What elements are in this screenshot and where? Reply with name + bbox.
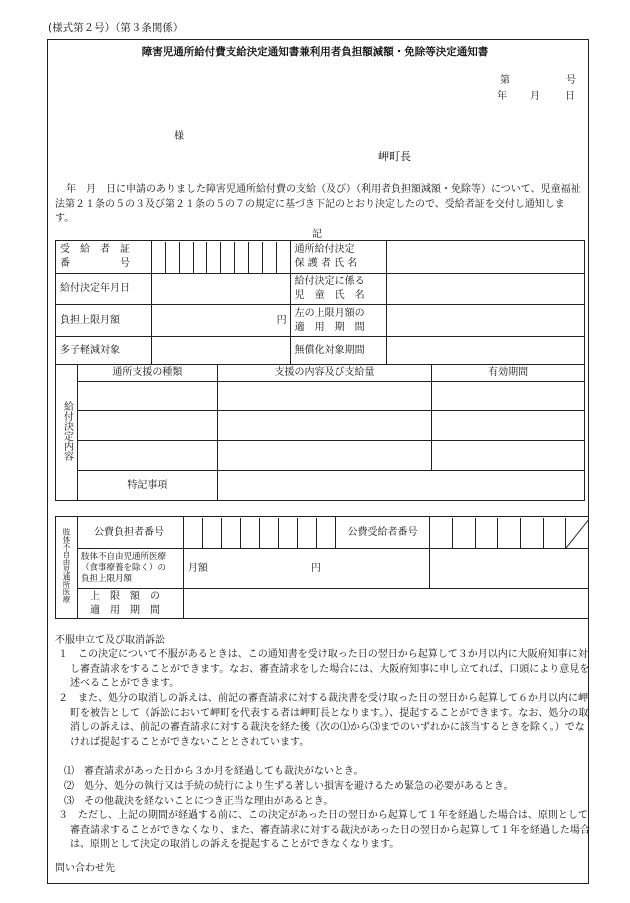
ki-label: 記 — [312, 229, 322, 240]
receiver-no-label: 公費受給者番号 — [335, 517, 430, 549]
child-label: 給付決定に係る 児 童 氏 名 — [290, 274, 386, 305]
monthly-limit-blank — [430, 549, 589, 589]
receiver-no-cells — [430, 517, 589, 549]
number-prefix: 第 — [500, 75, 510, 86]
appeal-item-2: ２ また、処分の取消しの訴えは、前記の審査請求に対する裁決書を受け取った日の翌日から起算して６か月以内に岬町を被告として（訴訟において岬町を代表する者は岬町長となります。）、提起することができます。なお、処分の取消しの訴えは、前記の審査請求に対する裁決を経た後（次の⑴から⑶までのいずれかに該当するときを除く。）でなければ提起することができないこととされています。 — [58, 693, 589, 748]
issuer: 岬町長 — [378, 150, 411, 163]
decision-date-value — [151, 274, 290, 305]
benefit-row-cell — [217, 411, 432, 441]
col-service-type: 通所支援の種類 — [77, 365, 217, 382]
benefit-table — [55, 364, 585, 501]
appeal-title: 不服申立て及び取消訴訟 — [55, 635, 165, 646]
free-period-label: 無償化対象期間 — [290, 337, 386, 365]
period-value — [386, 305, 584, 337]
free-period-value — [386, 337, 584, 365]
benefit-side-label: 給付決定内容 — [56, 365, 78, 501]
special-notes-value — [217, 471, 584, 501]
benefit-row-cell — [432, 382, 585, 411]
appeal-item-3: ３ ただし、上記の期間が経過する前に、この決定があった日の翌日から起算して１年を経過した場合は、原則として審査請求することができなくなり、また、審査請求に対する裁決があった日の翌日から起算して１年を経過した場合は、原則として決定の取消しの訴えを提起することができなくなります。 — [58, 810, 590, 850]
benefit-row-cell — [432, 411, 585, 441]
col-valid-period: 有効期間 — [432, 365, 585, 382]
benefit-row-cell — [217, 441, 432, 471]
monthly-label: 月額 — [187, 563, 208, 574]
medical-period-value — [183, 589, 588, 619]
medical-side-label: 肢体不自由児通所医療 — [56, 517, 78, 619]
guardian-value — [386, 241, 584, 274]
payer-no-label: 公費負担者番号 — [77, 517, 183, 549]
date-day: 日 — [565, 91, 575, 102]
benefit-row-cell — [77, 411, 217, 441]
addressee-suffix: 様 — [174, 131, 184, 142]
limit-label: 負担上限月額 — [56, 305, 152, 337]
number-suffix: 号 — [566, 75, 576, 86]
appeal-sub-3: ⑶ その他裁決を経ないことにつき正当な理由があるとき。 — [64, 796, 334, 807]
period-label: 左の上限月額の 適 用 期 間 — [290, 305, 386, 337]
date-year: 年 — [497, 91, 507, 102]
appeal-item-1: １ この決定について不服があるときは、この通知書を受け取った日の翌日から起算して３か月以内に大阪府知事に対し審査請求をすることができます。なお、審査請求をした場合には、大阪府知事に申し立てれば、口頭により意見を述べることができます。 — [58, 649, 590, 689]
payer-no-cells — [183, 517, 335, 549]
intro-text: 年 月 日に申請のありました障害児通所給付費の支給（及び）（利用者負担額減額・免除等）について、児童福祉法第２１条の５の３及び第２１条の５の７の規定に基づき下記のとおり決定したので、受給者証を交付し通知します。 — [55, 184, 581, 224]
benefit-row-cell — [217, 382, 432, 411]
monthly-yen: 円 — [310, 563, 321, 574]
medical-period-label: 上 限 額 の 適 用 期 間 — [77, 589, 183, 619]
limit-yen: 円 — [151, 305, 290, 337]
benefit-row-cell — [432, 441, 585, 471]
monthly-limit-value — [183, 549, 429, 589]
appeal-sub-1: ⑴ 審査請求があった日から３か月を経過しても裁決がないとき。 — [64, 766, 364, 777]
multi-child-label: 多子軽減対象 — [56, 337, 152, 365]
diagonal-line — [566, 518, 588, 548]
decision-date-label: 給付決定年月日 — [56, 274, 152, 305]
monthly-limit-label: 肢体不自由児通所医療 （食事療養を除く）の 負担上限月額 — [77, 549, 183, 589]
form-number: (様式第２号）（第３条関係） — [48, 22, 184, 34]
multi-child-value — [151, 337, 290, 365]
medical-table — [55, 516, 589, 619]
col-support-content: 支援の内容及び支給量 — [217, 365, 432, 382]
date-month: 月 — [530, 91, 540, 102]
guardian-label: 通所給付決定 保 護 者 氏 名 — [290, 241, 386, 274]
special-notes-label: 特記事項 — [77, 471, 217, 501]
recipient-no-cells — [151, 241, 290, 274]
benefit-row-cell — [77, 382, 217, 411]
benefit-row-cell — [77, 441, 217, 471]
document-title: 障害児通所給付費支給決定通知書兼利用者負担額減額・免除等決定通知書 — [141, 46, 489, 58]
appeal-sub-2: ⑵ 処分、処分の執行又は手続の続行により生ずる著しい損害を避けるため緊急の必要があるとき。 — [64, 781, 514, 792]
recipient-no-label: 受 給 者 証 番 号 — [56, 241, 152, 274]
child-value — [386, 274, 584, 305]
contact-label: 問い合わせ先 — [55, 863, 115, 874]
decision-table — [55, 240, 585, 365]
